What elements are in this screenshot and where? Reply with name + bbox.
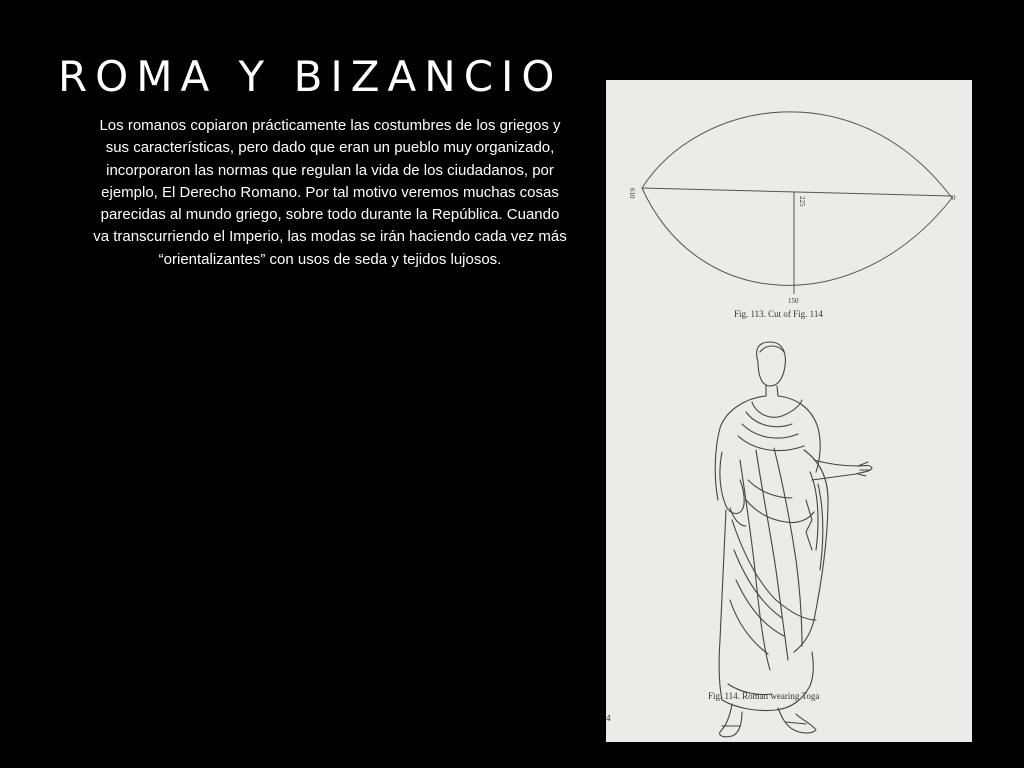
fig113-label-left: 610 [628, 188, 636, 199]
figure-side-drape [794, 450, 828, 652]
fig114-caption: Fig. 114. Roman wearing Toga [708, 691, 820, 701]
fig113-label-bottom: 150 [788, 297, 799, 305]
fig113-label-right: 0 [952, 194, 956, 202]
figure-body-drape [719, 510, 726, 700]
toga-cut-outline [642, 112, 952, 286]
plate-drawing [606, 80, 972, 742]
illustration-plate [606, 80, 972, 742]
slide-body-text: Los romanos copiaron prácticamente las costumbres de los griegos y sus características, pero dado que eran un pueblo muy organizado, incorporaron las normas que regulan la vida de los ciudadanos, por ejemplo, El Derecho Romano. Por tal motivo veremos muchas cosas parecidas al mundo griego, sobre todo durante la República. Cuando va transcurriendo el Imperio, las modas se irán haciendo cada vez más “orientalizantes” con usos de seda y tejidos lujosos. [93, 117, 567, 268]
roman-figure-drawing [715, 342, 872, 737]
fig113-caption: Fig. 113. Cut of Fig. 114 [734, 309, 823, 319]
plate-page-number: 4 [606, 713, 611, 723]
fig113-label-center: 225 [798, 196, 806, 207]
slide-title: ROMA Y BIZANCIO [58, 52, 563, 101]
toga-cut-horizontal-line [642, 188, 952, 196]
figure-upper-drape [715, 396, 820, 500]
toga-cut-diagram [642, 112, 952, 294]
figure-feet [720, 704, 742, 737]
